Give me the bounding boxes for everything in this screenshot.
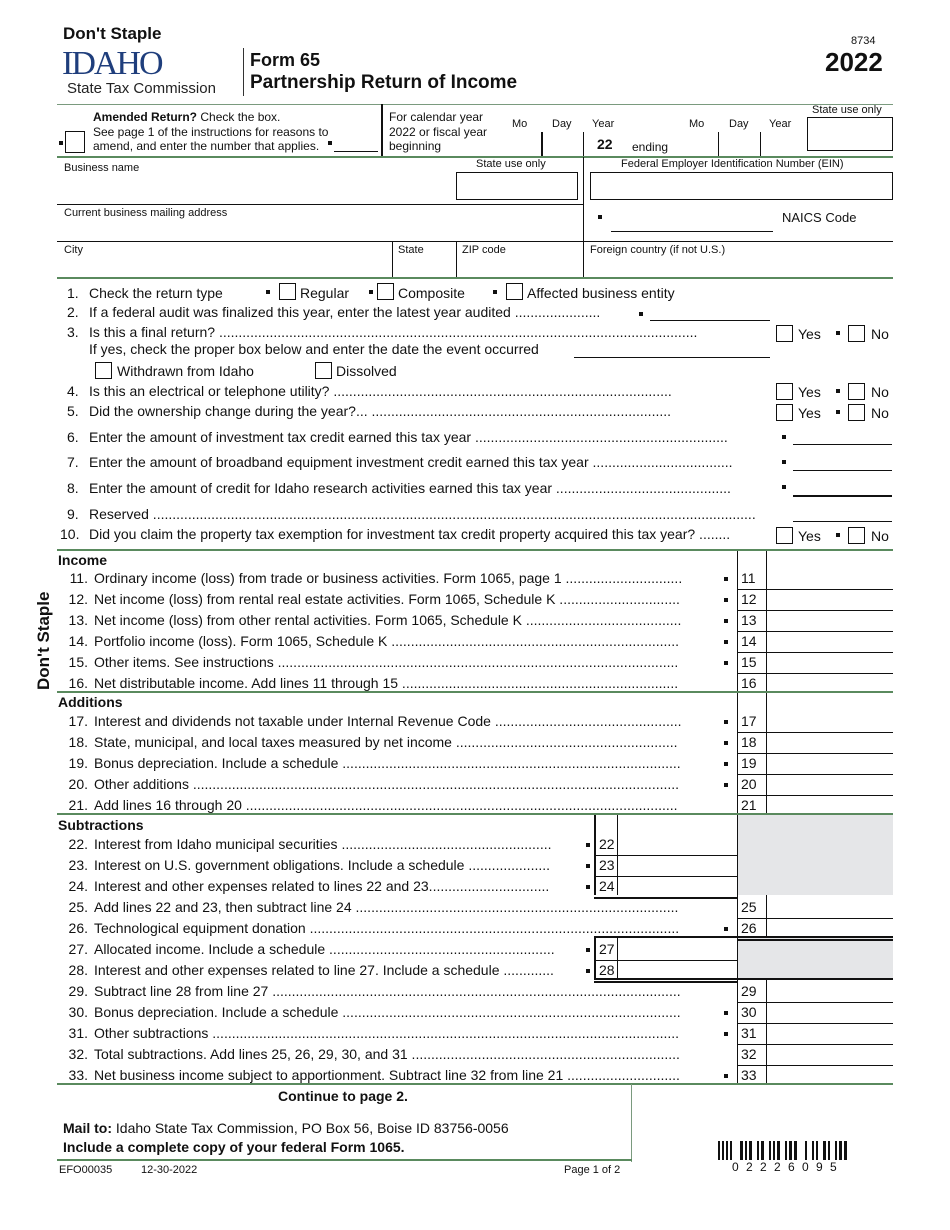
line-number: 14.	[68, 633, 88, 649]
barcode-bar	[730, 1141, 732, 1160]
required-bullet	[724, 1011, 728, 1015]
line-19-amount-field[interactable]	[767, 753, 893, 774]
barcode-bar	[789, 1141, 792, 1160]
no-label: No	[871, 384, 889, 400]
line-32-amount-field[interactable]	[767, 1044, 893, 1065]
line-description: Interest and other expenses related to lines 22 and 23...............................	[94, 878, 550, 894]
line-description: Bonus depreciation. Include a schedule .......................................................................................	[94, 755, 681, 771]
ein-label: Federal Employer Identification Number (EIN)	[621, 158, 844, 170]
line-number: 29.	[68, 983, 88, 999]
line-number: 26.	[68, 920, 88, 936]
line-box-number: 24	[599, 878, 615, 894]
line-item-row	[60, 983, 715, 999]
required-bullet	[724, 1074, 728, 1078]
line-box-number: 17	[741, 713, 757, 729]
required-bullet	[724, 598, 728, 602]
zip-field[interactable]	[457, 258, 582, 276]
state-use-only-label: State use only	[812, 104, 882, 116]
line-description: Net business income subject to apportionment. Subtract line 32 from line 21 .............................	[94, 1067, 680, 1083]
line-description: Net income (loss) from rental real estate activities. Form 1065, Schedule K ...............................	[94, 591, 680, 607]
yes-label: Yes	[798, 384, 821, 400]
line-box-number: 29	[741, 983, 757, 999]
required-bullet	[836, 389, 840, 393]
required-bullet	[493, 290, 497, 294]
line-number: 15.	[68, 654, 88, 670]
line-box-number: 26	[741, 920, 757, 936]
barcode-bar	[749, 1141, 752, 1160]
city-label: City	[64, 244, 83, 256]
ownership-no-checkbox[interactable]	[848, 404, 865, 421]
line-item-row	[60, 713, 715, 729]
line-description: Interest and other expenses related to line 27. Include a schedule .............	[94, 962, 554, 978]
mail-to-text: Mail to: Idaho State Tax Commission, PO Box 56, Boise ID 83756-0056	[63, 1120, 509, 1136]
line-description: Technological equipment donation ...............................................................................................	[94, 920, 680, 936]
q1-text: Check the return type	[89, 285, 223, 301]
end-day-label: Day	[729, 118, 749, 130]
q3-number: 3.	[67, 324, 79, 340]
line-box-number: 15	[741, 654, 757, 670]
required-bullet	[586, 885, 590, 889]
q10-text: Did you claim the property tax exemption for investment tax credit property acquired this tax year? ........	[89, 526, 731, 542]
begin-year-value[interactable]: 22	[597, 136, 613, 152]
q3-text: Is this a final return? ...........................................................................................................................	[89, 324, 698, 340]
divider	[718, 132, 719, 157]
rule	[57, 241, 893, 242]
line-description: Other items. See instructions .......................................................................................................	[94, 654, 679, 670]
q5-number: 5.	[67, 403, 79, 419]
line-29-amount-field[interactable]	[767, 981, 893, 1002]
line-box-number: 22	[599, 836, 615, 852]
line-number: 18.	[68, 734, 88, 750]
barcode-bar	[757, 1141, 759, 1160]
line-number: 17.	[68, 713, 88, 729]
address-field[interactable]	[58, 220, 578, 240]
affected-business-checkbox[interactable]	[506, 283, 523, 300]
line-24-amount-field[interactable]	[618, 876, 737, 897]
rule	[57, 813, 893, 815]
state-label: State	[398, 244, 424, 256]
barcode-bar	[785, 1141, 787, 1160]
barcode-bar	[805, 1141, 807, 1160]
affected-business-label: Affected business entity	[527, 285, 675, 301]
ending-label: ending	[632, 140, 669, 154]
barcode-bar	[777, 1141, 780, 1160]
line-box-number: 18	[741, 734, 757, 750]
required-bullet	[586, 969, 590, 973]
divider	[541, 132, 543, 157]
dissolved-checkbox[interactable]	[315, 362, 332, 379]
line-number: 24.	[68, 878, 88, 894]
agency-name: State Tax Commission	[67, 80, 216, 97]
line-item-row	[60, 654, 715, 670]
line-description: Net income (loss) from other rental activities. Form 1065, Schedule K ........................................	[94, 612, 682, 628]
broadband-credit-field[interactable]	[793, 470, 892, 471]
include-copy-text: Include a complete copy of your federal Form 1065.	[63, 1139, 405, 1155]
business-name-label: Business name	[64, 162, 140, 174]
amended-instruction-1: See page 1 of the instructions for reasons to	[93, 125, 329, 139]
line-item-row	[60, 776, 715, 792]
line-description: Allocated income. Include a schedule ..........................................................	[94, 941, 555, 957]
line-description: State, municipal, and local taxes measured by net income .........................................................	[94, 734, 678, 750]
zip-label: ZIP code	[462, 244, 506, 256]
line-number: 32.	[68, 1046, 88, 1062]
rule	[57, 104, 893, 105]
barcode-bar	[794, 1141, 797, 1160]
line-number: 33.	[68, 1067, 88, 1083]
barcode-bar	[726, 1141, 728, 1160]
line-number: 16.	[68, 675, 88, 691]
yes-label: Yes	[798, 405, 821, 421]
rule	[57, 1159, 632, 1161]
required-bullet	[724, 720, 728, 724]
idaho-logo: IDAHO	[62, 45, 162, 82]
line-31-amount-field[interactable]	[767, 1023, 893, 1044]
required-bullet	[724, 1032, 728, 1036]
continue-text: Continue to page 2.	[278, 1088, 408, 1104]
period-label-2: 2022 or fiscal year	[389, 125, 488, 139]
line-item-row	[60, 1067, 715, 1083]
line-number: 12.	[68, 591, 88, 607]
barcode-bar	[823, 1141, 826, 1160]
shaded-area	[738, 937, 893, 979]
city-field[interactable]	[58, 258, 390, 276]
line-25-amount-field[interactable]	[767, 897, 893, 918]
line-item-row	[60, 591, 715, 607]
q7-number: 7.	[67, 454, 79, 470]
divider	[583, 132, 584, 157]
required-bullet	[328, 141, 332, 145]
line-12-amount-field[interactable]	[767, 589, 893, 610]
page-number: Page 1 of 2	[564, 1164, 621, 1176]
line-item-row	[60, 633, 715, 649]
withdrawn-checkbox[interactable]	[95, 362, 112, 379]
begin-mo-label: Mo	[512, 118, 528, 130]
barcode-bar	[761, 1141, 764, 1160]
q8-number: 8.	[67, 480, 79, 496]
naics-label: NAICS Code	[782, 210, 857, 225]
line-box-number: 20	[741, 776, 757, 792]
required-bullet	[369, 290, 373, 294]
line-description: Bonus depreciation. Include a schedule .......................................................................................	[94, 1004, 681, 1020]
line-box-number: 32	[741, 1046, 757, 1062]
q8-text: Enter the amount of credit for Idaho research activities earned this tax year .............................................	[89, 480, 731, 496]
line-description: Portfolio income (loss). Form 1065, Schedule K ..........................................................................	[94, 633, 680, 649]
line-item-row	[60, 899, 715, 915]
line-item-row	[60, 734, 715, 750]
required-bullet	[836, 410, 840, 414]
line-box-number: 30	[741, 1004, 757, 1020]
required-bullet	[724, 577, 728, 581]
period-label-3: beginning	[389, 139, 442, 153]
required-bullet	[266, 290, 270, 294]
form-number: Form 65	[250, 50, 321, 70]
line-description: Other additions .............................................................................................................................	[94, 776, 680, 792]
row-rule	[594, 936, 893, 938]
required-bullet	[782, 460, 786, 464]
q6-text: Enter the amount of investment tax credit earned this tax year .................................................................	[89, 429, 728, 445]
line-item-row	[60, 1004, 715, 1020]
required-bullet	[724, 741, 728, 745]
line-description: Total subtractions. Add lines 25, 26, 29, 30, and 31 .....................................................................	[94, 1046, 680, 1062]
tax-year: 2022	[825, 47, 883, 77]
required-bullet	[724, 619, 728, 623]
line-item-row	[60, 1025, 715, 1041]
utility-no-checkbox[interactable]	[848, 383, 865, 400]
line-box-number: 12	[741, 591, 757, 607]
line-description: Add lines 22 and 23, then subtract line 24 ...................................................................................	[94, 899, 679, 915]
composite-checkbox[interactable]	[377, 283, 394, 300]
additions-title: Additions	[58, 694, 123, 710]
form-code: 8734	[851, 35, 876, 47]
q10-number: 10.	[60, 526, 80, 542]
line-description: Subtract line 28 from line 27 .........................................................................................................	[94, 983, 681, 999]
barcode-number: 0 2 2 2 6 0 9 5	[732, 1160, 839, 1174]
line-box-number: 14	[741, 633, 757, 649]
divider	[760, 132, 761, 157]
revision-date: 12-30-2022	[141, 1164, 198, 1176]
final-return-yes-checkbox[interactable]	[776, 325, 793, 342]
barcode-bar	[835, 1141, 837, 1160]
rule	[57, 691, 893, 693]
begin-day-label: Day	[552, 118, 572, 130]
line-14-amount-field[interactable]	[767, 631, 893, 652]
barcode-bar	[722, 1141, 724, 1160]
dont-staple-header: Don't Staple	[63, 24, 162, 43]
no-label: No	[871, 405, 889, 421]
line-20-amount-field[interactable]	[767, 774, 893, 795]
line-box-number: 21	[741, 797, 757, 813]
line-number: 28.	[68, 962, 88, 978]
line-23-amount-field[interactable]	[618, 855, 737, 876]
row-rule	[594, 978, 893, 980]
line-description: Ordinary income (loss) from trade or business activities. Form 1065, page 1 ..............................	[94, 570, 683, 586]
required-bullet	[59, 141, 63, 145]
state-use-only-box-2	[456, 172, 578, 200]
event-date-field[interactable]	[574, 357, 770, 358]
barcode-bar	[839, 1141, 842, 1160]
ownership-yes-checkbox[interactable]	[776, 404, 793, 421]
no-label: No	[871, 326, 889, 342]
required-bullet	[724, 762, 728, 766]
end-mo-label: Mo	[689, 118, 705, 130]
rule	[57, 204, 583, 205]
final-return-no-checkbox[interactable]	[848, 325, 865, 342]
header-divider	[243, 48, 244, 96]
line-number: 31.	[68, 1025, 88, 1041]
dont-staple-side-label: Don't Staple	[34, 591, 53, 690]
row-rule	[737, 939, 893, 941]
barcode-bar	[773, 1141, 775, 1160]
q2-text: If a federal audit was finalized this year, enter the latest year audited ......................	[89, 304, 601, 320]
amended-return-checkbox[interactable]	[65, 131, 85, 153]
required-bullet	[782, 485, 786, 489]
investment-credit-field[interactable]	[793, 444, 892, 445]
line-box-number: 16	[741, 675, 757, 691]
barcode-bar	[816, 1141, 818, 1160]
divider	[381, 104, 383, 157]
barcode-bar	[745, 1141, 747, 1160]
rule	[57, 277, 893, 279]
required-bullet	[586, 864, 590, 868]
required-bullet	[724, 927, 728, 931]
line-box-number: 19	[741, 755, 757, 771]
line-item-row	[60, 612, 715, 628]
barcode-bar	[769, 1141, 771, 1160]
state-field[interactable]	[393, 258, 455, 276]
barcode-bar	[844, 1141, 847, 1160]
amended-instruction-2: amend, and enter the number that applies.	[93, 139, 320, 153]
property-tax-no-checkbox[interactable]	[848, 527, 865, 544]
address-label: Current business mailing address	[64, 207, 228, 219]
foreign-country-field[interactable]	[585, 258, 892, 276]
line-27-amount-field[interactable]	[618, 939, 737, 960]
q5-text: Did the ownership change during the year?... .............................................................................	[89, 403, 672, 419]
dissolved-label: Dissolved	[336, 363, 397, 379]
yes-label: Yes	[798, 326, 821, 342]
line-number: 21.	[68, 797, 88, 813]
required-bullet	[598, 215, 602, 219]
line-description: Interest from Idaho municipal securities ......................................................	[94, 836, 552, 852]
line-description: Other subtractions ........................................................................................................................	[94, 1025, 680, 1041]
regular-label: Regular	[300, 285, 350, 301]
footer-divider	[631, 1084, 632, 1162]
q9-number: 9.	[67, 506, 79, 522]
line-18-amount-field[interactable]	[767, 732, 893, 753]
line-number: 30.	[68, 1004, 88, 1020]
line-number: 23.	[68, 857, 88, 873]
state-use-only-label-2: State use only	[476, 158, 546, 170]
q7-text: Enter the amount of broadband equipment investment credit earned this tax year ....................................	[89, 454, 733, 470]
amended-number-field[interactable]	[334, 151, 378, 152]
line-number: 25.	[68, 899, 88, 915]
form-id: EFO00035	[59, 1164, 113, 1176]
end-year-label: Year	[769, 118, 792, 130]
barcode-bar	[812, 1141, 814, 1160]
required-bullet	[836, 331, 840, 335]
withdrawn-label: Withdrawn from Idaho	[117, 363, 254, 379]
line-box-number: 11	[741, 570, 756, 586]
line-item-row	[60, 675, 715, 691]
yes-label: Yes	[798, 528, 821, 544]
property-tax-yes-checkbox[interactable]	[776, 527, 793, 544]
line-item-row	[60, 797, 715, 813]
line-item-row	[60, 755, 715, 771]
barcode	[718, 1141, 894, 1160]
amended-title: Amended Return? Check the box.	[93, 110, 281, 124]
barcode-bar	[718, 1141, 720, 1160]
line-15-amount-field[interactable]	[767, 652, 893, 673]
line-box-number: 25	[741, 899, 757, 915]
regular-checkbox[interactable]	[279, 283, 296, 300]
required-bullet	[586, 948, 590, 952]
begin-year-label: Year	[592, 118, 615, 130]
line-description: Net distributable income. Add lines 11 through 15 .......................................................................	[94, 675, 679, 691]
rule	[57, 1083, 893, 1085]
q6-number: 6.	[67, 429, 79, 445]
required-bullet	[836, 533, 840, 537]
subtractions-title: Subtractions	[58, 817, 144, 833]
line-box-number: 28	[599, 962, 615, 978]
required-bullet	[724, 661, 728, 665]
line-item-row	[60, 878, 580, 894]
no-label: No	[871, 528, 889, 544]
line-box-number: 33	[741, 1067, 757, 1083]
q4-text: Is this an electrical or telephone utility? .......................................................................................	[89, 383, 672, 399]
line-box-number: 27	[599, 941, 615, 957]
rule	[57, 549, 893, 551]
required-bullet	[782, 435, 786, 439]
line-item-row	[60, 962, 580, 978]
line-item-row	[60, 1046, 715, 1062]
q4-number: 4.	[67, 383, 79, 399]
line-number: 13.	[68, 612, 88, 628]
line-30-amount-field[interactable]	[767, 1002, 893, 1023]
research-credit-field[interactable]	[793, 495, 892, 497]
required-bullet	[586, 843, 590, 847]
line-item-row	[60, 857, 580, 873]
line-box-number: 31	[741, 1025, 757, 1041]
barcode-bar	[740, 1141, 743, 1160]
line-13-amount-field[interactable]	[767, 610, 893, 631]
naics-field[interactable]	[611, 231, 773, 232]
barcode-bar	[828, 1141, 830, 1160]
required-bullet	[724, 783, 728, 787]
line-number: 20.	[68, 776, 88, 792]
line-item-row	[60, 570, 715, 586]
line-description: Interest and dividends not taxable under Internal Revenue Code ................................................	[94, 713, 682, 729]
foreign-country-label: Foreign country (if not U.S.)	[590, 244, 726, 256]
line-11-amount-field[interactable]	[767, 568, 893, 589]
line-description: Add lines 16 through 20 ...............................................................................................................	[94, 797, 678, 813]
q3-sub-text: If yes, check the proper box below and enter the date the event occurred	[89, 341, 539, 357]
income-title: Income	[58, 552, 108, 568]
line-22-amount-field[interactable]	[618, 834, 737, 855]
divider	[583, 157, 584, 278]
ein-field[interactable]	[590, 172, 893, 200]
q9-text: Reserved ...........................................................................................................................................................	[89, 506, 756, 522]
line-description: Interest on U.S. government obligations. Include a schedule .....................	[94, 857, 551, 873]
line-item-row	[60, 941, 580, 957]
line-number: 22.	[68, 836, 88, 852]
form-title: Partnership Return of Income	[250, 72, 518, 93]
line-box-number: 13	[741, 612, 757, 628]
period-label-1: For calendar year	[389, 110, 484, 124]
required-bullet	[724, 640, 728, 644]
audit-year-field[interactable]	[650, 320, 770, 321]
reserved-field	[793, 521, 892, 522]
line-item-row	[60, 920, 715, 936]
state-use-only-box	[807, 117, 893, 151]
q2-number: 2.	[67, 304, 79, 320]
line-item-row	[60, 836, 580, 852]
line-number: 19.	[68, 755, 88, 771]
line-number: 11.	[69, 570, 88, 586]
line-17-amount-field[interactable]	[767, 711, 893, 732]
utility-yes-checkbox[interactable]	[776, 383, 793, 400]
required-bullet	[639, 312, 643, 316]
business-name-field[interactable]	[58, 175, 452, 203]
shaded-area	[738, 815, 893, 895]
composite-label: Composite	[398, 285, 465, 301]
line-box-number: 23	[599, 857, 615, 873]
line-number: 27.	[68, 941, 88, 957]
q1-number: 1.	[67, 285, 79, 301]
